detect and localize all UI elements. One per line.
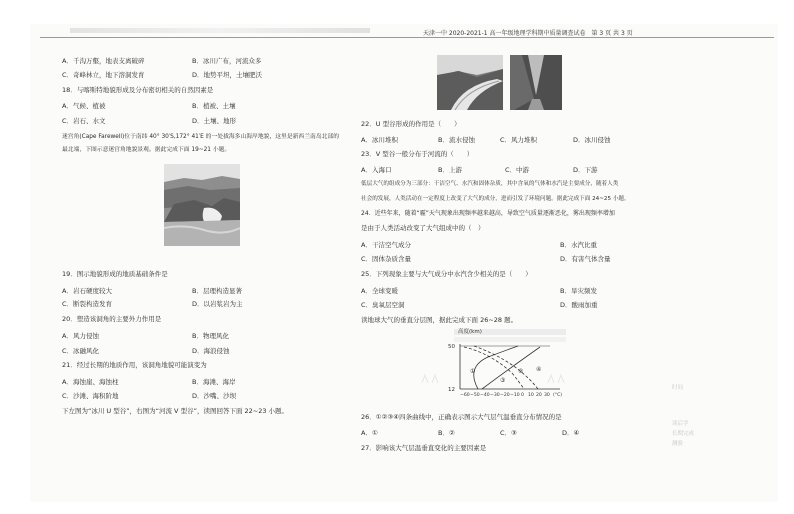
q18-option-b: B．植被、土壤 [192, 102, 236, 110]
q25-stem: 25．下列现象主要与大气成分中水汽含少相关的是（ ） [361, 270, 532, 278]
q27-stem: 27．影响该大气层温垂直变化的主要因素是 [361, 444, 487, 452]
curve-3 [482, 347, 540, 389]
q22-option-d: D．冰川侵蚀 [573, 136, 611, 144]
q22-stem: 22．U 型谷形成的作用是（ ） [361, 120, 461, 128]
x-tick: −30 [490, 393, 500, 398]
intro-22-23: 下左图为“冰川 U 型谷”，右图为“河流 V 型谷”，读图回答下面 22~23 小题。 [62, 407, 289, 415]
glacier-u-valley-photo [437, 55, 503, 110]
curve-label-2: ② [518, 368, 524, 375]
q23-option-b: B．上游 [438, 166, 462, 174]
q21-option-b: B．海滩、海岸 [192, 378, 236, 386]
edge-label: 时间 [672, 385, 684, 391]
q25-option-d: D．酸雨加重 [560, 301, 598, 309]
q17-option-a: A．千沟万壑，地表支离破碎 [62, 57, 145, 65]
q23-option-d: D．下游 [573, 166, 598, 174]
q19-option-b: B．层理构造显著 [192, 287, 242, 295]
x-tick: −60 [460, 393, 470, 398]
q24-option-a: A．干洁空气成分 [361, 241, 411, 249]
q21-option-c: C．沙滩、海积阶地 [62, 392, 119, 400]
q24-line1: 24．近些年来，随着“霾”天气现象出现频率越来越高，导致空气质量逐渐恶化，雾出现频率增加 [361, 210, 615, 217]
intro-24-25-line1: 低层大气的组成分为三部分：干洁空气、水汽和固体杂质，其中含氧的气体和水汽是主要成分，随着人类 [361, 181, 619, 187]
q25-option-c: C．臭氧层空洞 [361, 301, 405, 309]
q24-option-c: C．固体杂质含量 [361, 255, 412, 263]
q23-stem: 23．V 型谷一般分布于河流的（ ） [361, 150, 474, 158]
q19-option-a: A．岩石硬度较大 [62, 287, 112, 295]
intro-19-21-line2: 最北端，下图示意迷宫角地貌景观。据此完成下面 19~21 小题。 [62, 147, 231, 153]
x-unit: (°C) [553, 393, 563, 398]
q18-stem: 18．与喀斯特地貌形成及分布密切相关的自然因素是 [62, 86, 214, 94]
q26-option-d: D．④ [562, 429, 580, 437]
q20-option-d: D．海浪侵蚀 [192, 347, 230, 355]
q17-option-d: D．地势平坦，土壤肥沃 [192, 71, 263, 79]
q19-option-c: C．断裂构造发育 [62, 300, 113, 308]
q24-line2: 是由于人类活动改变了大气组成中的（ ） [361, 224, 485, 232]
x-tick: −20 [500, 393, 510, 398]
y-tick-50: 50 [448, 344, 455, 350]
q17-option-b: B．冰川广布，河流众多 [192, 57, 262, 65]
q20-stem: 20．塑造该洞角的主要外力作用是 [62, 315, 162, 323]
q26-stem: 26．①②③④四条曲线中，正确表示图示大气层气温垂直分布情况的是 [361, 413, 562, 421]
x-tick: 0 [521, 393, 524, 398]
q26-option-a: A．① [361, 429, 378, 437]
q20-option-a: A．风力侵蚀 [62, 332, 99, 340]
intro-26-28: 读地球大气的垂直分层图，据此完成下面 26~28 题。 [361, 316, 518, 324]
curve-label-1: ① [470, 368, 476, 375]
edge-label: 读后学 [672, 421, 689, 427]
q24-option-b: B．水汽比重 [560, 241, 597, 249]
x-tick-labels [460, 392, 562, 398]
q24-option-d: D．有害气体含量 [560, 255, 611, 263]
q20-option-b: B．物理风化 [192, 332, 229, 340]
curve-label-4: ④ [536, 366, 542, 373]
q25-option-a: A．全球变暖 [361, 287, 398, 295]
q19-option-d: D．以岩浆岩为主 [192, 300, 243, 308]
exam-sheet [30, 24, 778, 502]
q21-option-d: D．沙嘴、沙坝 [192, 392, 237, 400]
q20-option-c: C．冰融风化 [62, 347, 100, 355]
q26-option-c: C．③ [500, 429, 517, 437]
q22-option-c: C．风力堆积 [500, 136, 538, 144]
x-tick: 30 [544, 393, 550, 398]
x-tick: 20 [536, 393, 542, 398]
cape-farewell-photo [164, 164, 240, 246]
q18-option-d: D．土壤、地形 [192, 117, 237, 125]
edge-label: 测验 [672, 441, 684, 447]
q18-option-c: C．岩石、水文 [62, 117, 106, 125]
header-rule [40, 37, 774, 38]
x-tick: −40 [480, 393, 490, 398]
q21-option-a: A．海蚀崖、海蚀柱 [62, 378, 119, 386]
q22-option-a: A．冰川堆积 [361, 136, 398, 144]
q21-stem: 21．经过长期的地质作用，该洞角地貌可能演变为 [62, 361, 207, 369]
x-tick: 10 [528, 393, 534, 398]
atmosphere-temperature-chart [420, 327, 570, 417]
intro-24-25-line2: 社会的发展，人类活动在一定程度上改变了大气的成分，进而引发了环境问题。据此完成下面 24~25 小题。 [361, 196, 630, 202]
q25-option-b: B．旱灾频发 [560, 287, 597, 295]
page-header: 天津一中 2020-2021-1 高一年级地理学科期中质量调查试卷 第 3 页 共 3 页 [423, 30, 633, 37]
q23-option-a: A．入海口 [361, 166, 392, 174]
x-tick: −10 [510, 393, 520, 398]
river-v-valley-photo [510, 55, 562, 110]
faded-header-text [70, 28, 370, 33]
q26-option-b: B．② [438, 429, 455, 437]
q19-stem: 19．图示地貌形成的地质基础条件是 [62, 270, 168, 278]
q23-option-c: C．中游 [505, 166, 530, 174]
x-tick: −50 [470, 393, 480, 398]
chart-ylabel: 高度(km) [458, 329, 482, 335]
q22-option-b: B．流水侵蚀 [438, 136, 475, 144]
edge-label: 长期完成 [672, 431, 695, 437]
curve-label-3: ③ [500, 377, 506, 384]
q17-option-c: C．奇峰林立，地下溶洞发育 [62, 71, 145, 79]
q18-option-a: A．气候、植被 [62, 102, 106, 110]
intro-19-21-line1: 迷宫角(Cape Farewell)位于南纬 40° 30′S,172° 41′E 的一处拔海多山海岸地貌，这里是新西兰南岛北部的 [62, 134, 340, 140]
y-tick-12: 12 [448, 387, 455, 393]
